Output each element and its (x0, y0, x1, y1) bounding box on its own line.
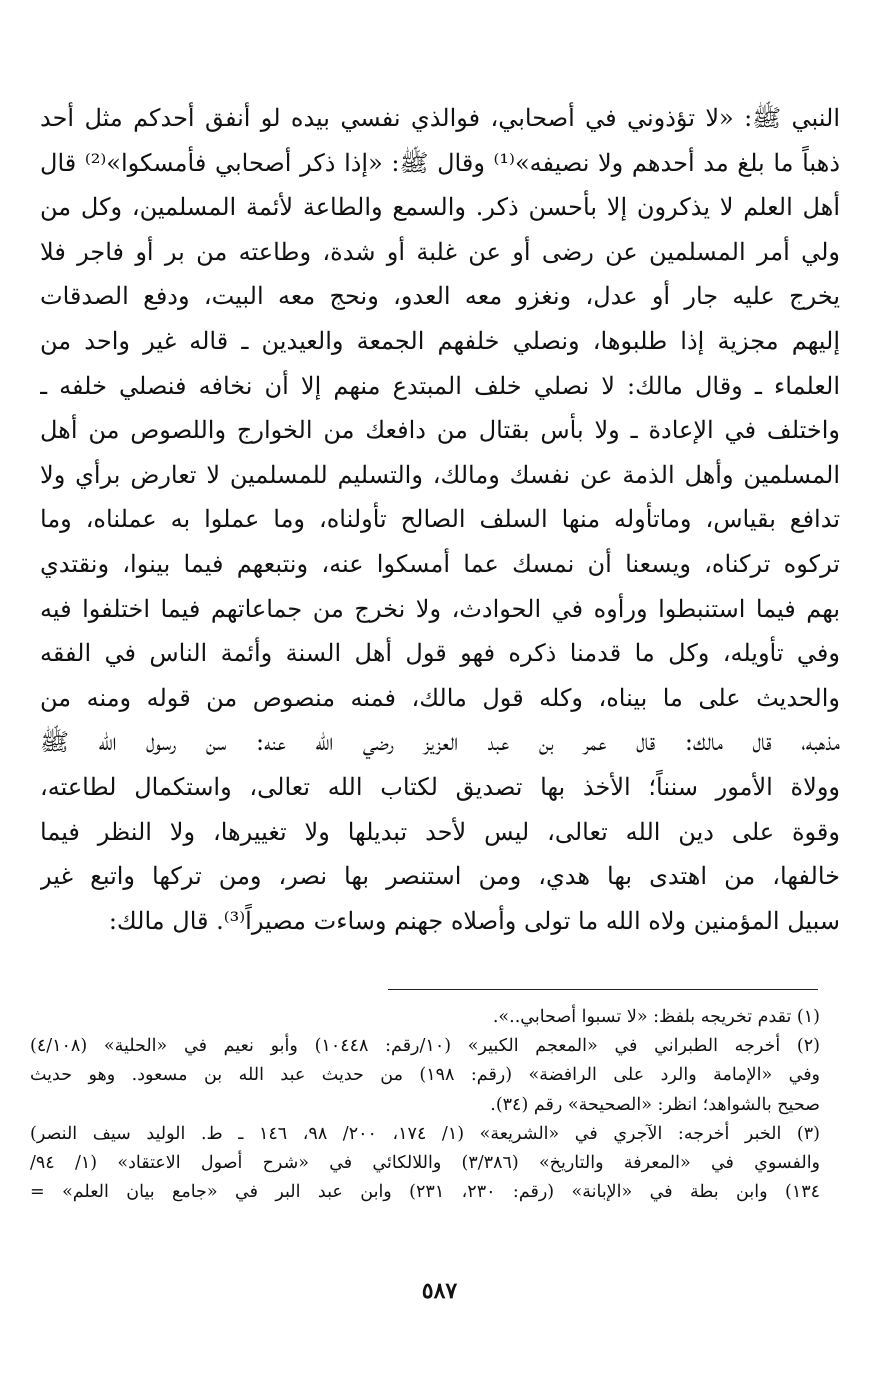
main-text-line: سبيل المؤمنين ولاه الله ما تولى وأصلاه جهنم وساءت مصيراً⁽³⁾. قال مالك: (108, 906, 840, 935)
main-text-block (40, 96, 840, 943)
footnote-line: والفسوي في «المعرفة والتاريخ» (٣/٣٨٦) واللالكائي في «شرح أصول الاعتقاد» (١/ ٩٤/ (30, 1152, 820, 1173)
footnote-line: (١) تقدم تخريجه بلفظ: «لا تسبوا أصحابي..». (492, 1007, 820, 1027)
footnote-separator (388, 989, 818, 990)
footnote-line: صحيح بالشواهد؛ انظر: «الصحيحة» رقم (٣٤). (490, 1094, 820, 1115)
footnotes-block (30, 1003, 820, 1207)
main-text-line: المسلمين وأهل الذمة عن نفسك ومالك، والتسليم للمسلمين لا تعارض برأي ولا (40, 460, 840, 489)
main-text-line: ولي أمر المسلمين عن رضى أو عن غلبة أو شدة، وطاعته من بر أو فاجر فلا (40, 237, 840, 266)
main-text-line: والحديث على ما بيناه، وكله قول مالك، فمنه منصوص من قوله ومنه من (40, 683, 840, 712)
footnote-line: ١٣٤) وابن بطة في «الإبانة» (رقم: ٢٣٠، ٢٣١) وابن عبد البر في «جامع بيان العلم» = (30, 1182, 820, 1203)
main-text-line: واختلف في الإعادة ـ ولا بأس بقتال من دافعك من الخوارج واللصوص من أهل (40, 416, 840, 445)
page-number: ٥٨٧ (421, 1278, 458, 1304)
main-text-line: أهل العلم لا يذكرون إلا بأحسن ذكر. والسمع والطاعة لأئمة المسلمين، وكل من (40, 193, 840, 222)
main-text-line: وولاة الأمور سنناً؛ الأخذ بها تصديق لكتاب الله تعالى، واستكمال لطاعته، (40, 772, 840, 801)
main-text-line: يخرج عليه جار أو عدل، ونغزو معه العدو، ونحج معه البيت، ودفع الصدقات (40, 282, 840, 311)
footnote-line: (٢) أخرجه الطبراني في «المعجم الكبير» (١٠/رقم: ١٠٤٤٨) وأبو نعيم في «الحلية» (٤/١٠٨) (30, 1036, 820, 1057)
main-text-line: العلماء ـ وقال مالك: لا نصلي خلف المبتدع منهم إلا أن نخافه فنصلي خلفه ـ (40, 371, 840, 400)
main-text-line: وقوة على دين الله تعالى، ليس لأحد تبديلها ولا تغييرها، ولا النظر فيما (40, 817, 840, 846)
main-text-line: النبي ﷺ: «لا تؤذوني في أصحابي، فوالذي نفسي بيده لو أنفق أحدكم مثل أحد (40, 104, 840, 132)
main-text-line: خالفها، من اهتدى بها هدي، ومن استنصر بها نصر، ومن تركها واتبع غير (40, 862, 840, 891)
footnote-line: وفي «الإمامة والرد على الرافضة» (رقم: ١٩٨) من حديث عبد الله بن مسعود. وهو حديث (30, 1065, 820, 1086)
footnote-line: (٣) الخبر أخرجه: الآجري في «الشريعة» (١/ ١٧٤، ٢٠٠/ ٩٨، ١٤٦ ـ ط. الوليد سيف النصر) (30, 1123, 820, 1144)
main-text-line: تركوه تركناه، ويسعنا أن نمسك عما أمسكوا عنه، ونتبعهم فيما بينوا، ونقتدي (40, 549, 840, 578)
main-text-line: مذهبه، قال مالك: قال عمر بن عبد العزيز رضي الله عنه: سن رسول الله ﷺ (40, 728, 840, 757)
main-text-line: إليهم مجزية إذا طلبوها، ونصلي خلفهم الجمعة والعيدين ـ قاله غير واحد من (40, 326, 840, 355)
main-text-line: وفي تأويله، وكل ما قدمنا ذكره فهو قول أهل السنة وأئمة الناس في الفقه (40, 639, 840, 668)
main-text-line: بهم فيما استنبطوا ورأوه في الحوادث، ولا نخرج من جماعاتهم فيما اختلفوا فيه (40, 594, 840, 623)
main-text-line: تدافع بقياس، وماتأوله منها السلف الصالح تأولناه، وما عملوا به عملناه، وما (40, 505, 840, 534)
main-text-line: ذهباً ما بلغ مد أحدهم ولا نصيفه»⁽¹⁾ وقال ﷺ: «إذا ذكر أصحابي فأمسكوا»⁽²⁾ قال (40, 148, 840, 177)
